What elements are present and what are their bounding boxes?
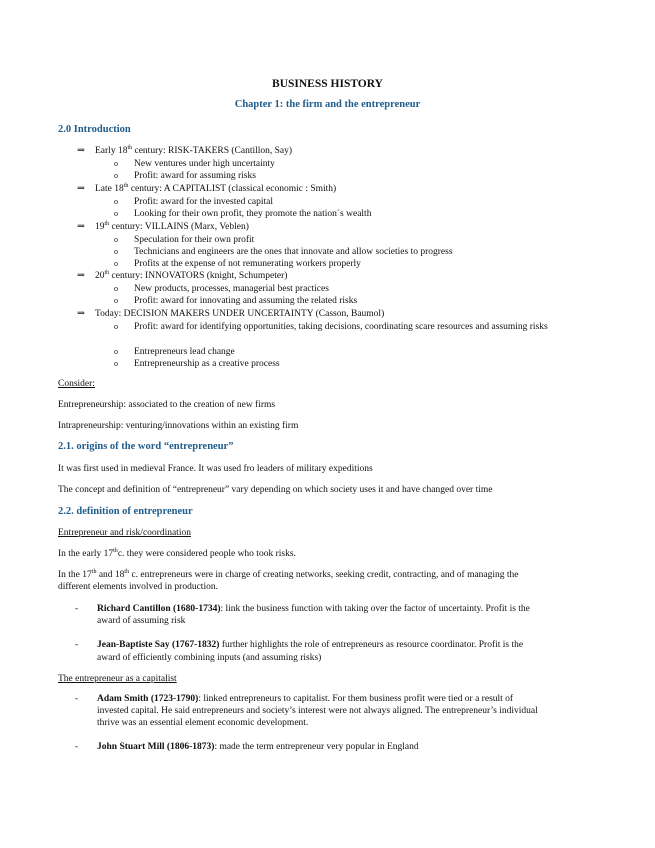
section-heading-origins: 2.1. origins of the word “entrepreneur” [58, 441, 234, 452]
circle-bullet-icon: o [114, 171, 118, 180]
section-heading-definition: 2.2. definition of entrepreneur [58, 506, 193, 517]
definition-paragraph-2-line-2: different elements involved in production. [58, 582, 218, 592]
circle-bullet-icon: o [114, 247, 118, 256]
document-title: BUSINESS HISTORY [272, 78, 383, 90]
arrow-icon: ⇒ [77, 309, 85, 319]
person-name: Jean-Baptiste Say (1767-1832) [97, 640, 220, 650]
chapter-title: Chapter 1: the firm and the entrepreneur [234, 99, 421, 110]
dash-bullet: - [75, 604, 79, 614]
circle-bullet-icon: o [114, 209, 118, 218]
intrapreneurship-definition: Intrapreneurship: venturing/innovations within an existing firm [58, 421, 299, 431]
person-name: Richard Cantillon (1680-1734) [97, 604, 221, 614]
dash-bullet: - [75, 694, 79, 704]
arrow-icon: ⇒ [77, 184, 85, 194]
circle-bullet-icon: o [114, 347, 118, 356]
arrow-icon: ⇒ [77, 222, 85, 232]
list-item-text: Today: DECISION MAKERS UNDER UNCERTAINTY (Casson, Baumol) [95, 309, 385, 319]
definition-paragraph-2: In the 17th and 18th c. entrepreneurs were in charge of creating networks, seeking credit, contracting, and of managing the [58, 568, 519, 580]
list-item-text: Late 18th century: A CAPITALIST (classical economic : Smith) [95, 182, 337, 194]
circle-bullet-icon: o [114, 235, 118, 244]
arrow-icon: ⇒ [77, 146, 85, 156]
definition-paragraph-1: In the early 17thc. they were considered people who took risks. [58, 547, 296, 559]
subheading-capitalist: The entrepreneur as a capitalist [58, 674, 177, 684]
person-name: Adam Smith (1723-1790) [97, 694, 199, 704]
list-item-text: 19th century: VILLAINS (Marx, Veblen) [95, 220, 249, 232]
circle-bullet-icon: o [114, 159, 118, 168]
origins-paragraph-2: The concept and definition of “entrepreneur” vary depending on which society uses it and have changed over time [58, 485, 493, 495]
circle-bullet-icon: o [114, 284, 118, 293]
consider-label: Consider: [58, 379, 95, 389]
arrow-icon: ⇒ [77, 271, 85, 281]
circle-bullet-icon: o [114, 322, 118, 331]
circle-bullet-icon: o [114, 259, 118, 268]
origins-paragraph-1: It was first used in medieval France. It was used fro leaders of military expeditions [58, 464, 373, 474]
dash-bullet: - [75, 640, 79, 650]
section-heading-introduction: 2.0 Introduction [58, 124, 131, 135]
subheading-risk-coordination: Entrepreneur and risk/coordination [58, 528, 191, 538]
list-item-text: 20th century: INNOVATORS (knight, Schumpeter) [95, 269, 288, 281]
circle-bullet-icon: o [114, 197, 118, 206]
dash-bullet: - [75, 742, 79, 752]
circle-bullet-icon: o [114, 296, 118, 305]
circle-bullet-icon: o [114, 359, 118, 368]
person-name: John Stuart Mill (1806-1873) [97, 742, 215, 752]
document-page: BUSINESS HISTORY Chapter 1: the firm and the entrepreneur 2.0 Introduction ⇒ Early 18th century: RISK-TAKERS (Cantillon, Say) o New ventures under high uncertainty o Profit: award for assuming risks ⇒ Late 18th century: A CAPITALIST (classical economic : Smith) o Profit: award for the invested capital o Looking for their own profit, they promote the nation´s wealth ⇒ 19th century: VILLAINS (Marx, Veblen) o Speculation for their own profit o Technicians and engineers are the ones that innovate and allow societies to progress o Profits at the expense of not remunerating workers properly ⇒ 20th century: INNOVATORS (knight, Schumpeter) o New products, processes, managerial best practices o Profit: award for innovating and assuming the related risks ⇒ Today: DECISION MAKERS UNDER UNCERTAINTY (Casson, Baumol) o Profit: award for identifying opportunities, taking decisions, coordinating scare resources and assuming risks o Entrepreneurs lead change o Entrepreneurship as a creative process Consider: Entrepreneurship: associated to the creation of new firms Intrapreneurship: venturing/innovations within an existing firm 2.1. origins of the word “entrepreneur” It was first used in medieval France. It was used fro leaders of military expeditions The concept and definition of “entrepreneur” vary depending on which society uses it and have changed over time 2.2. definition of entrepreneur Entrepreneur and risk/coordination In the early 17thc. they were considered people who took risks. In the 17th and 18th c. entrepreneurs were in charge of creating networks, seeking credit, contracting, and of managing the different elements involved in production. - Richard Cantillon (1680-1734): link the business function with taking over the factor of uncertainty. Profit is the award of assuming risk - Jean-Baptiste Say (1767-1832) further highlights the role of entrepreneurs as resource coordinator. Profit is the award of efficiently combining inputs (and assuming risks) The entrepreneur as a capitalist - Adam Smith (1723-1790): linked entrepreneurs to capitalist. For them business profit were tied or a result of invested capital. He said entrepreneurs and society’s interest were not always aligned. The entrepreneur’s individual thrive was an essential element economic development. - John Stuart Mill (1806-1873): made the term entrepreneur very popular in England [0, 0, 655, 848]
entrepreneurship-definition: Entrepreneurship: associated to the creation of new firms [58, 400, 276, 410]
list-item-text: Early 18th century: RISK-TAKERS (Cantillon, Say) [95, 144, 293, 156]
